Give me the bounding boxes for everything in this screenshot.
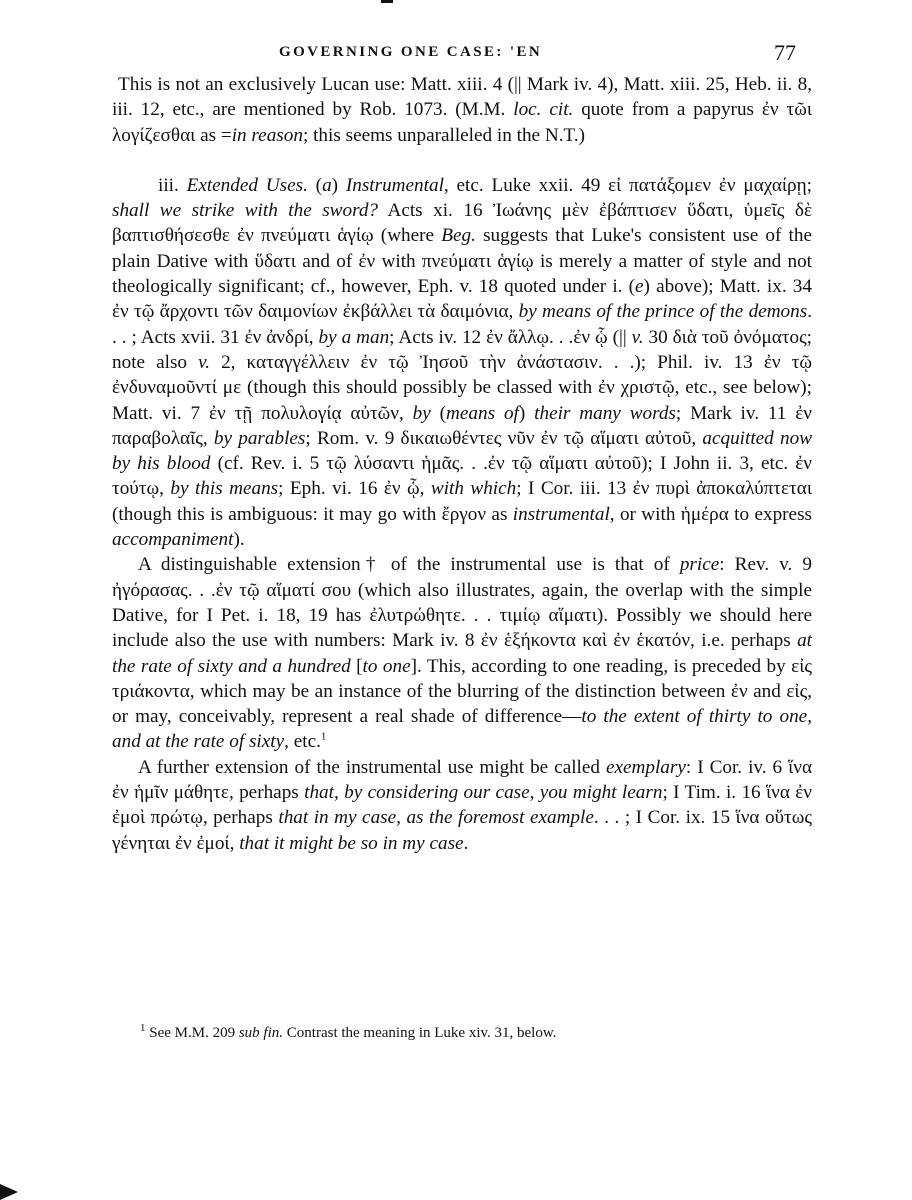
page-number: 77 (774, 40, 796, 65)
paragraph-extended-uses: iii. Extended Uses. (a) Instrumental, etc. Luke xxii. 49 εἰ πατάξομεν ἐν μαχαίρῃ; shall we strike with the sword? Acts xi. 16 Ἰωάνης μὲν ἐβάπτισεν ὕδατι, ὑμεῖς δὲ βαπτισθήσεσθε ἐν πνεύματι ἁγίῳ (where Beg. suggests that Luke's consistent use of the plain Dative with ὕδατι and of ἐν with πνεύματι ἁγίῳ is merely a matter of style and not theologically significant; cf., however, Eph. v. 18 quoted under i. (e) above); Matt. ix. 34 ἐν τῷ ἄρχοντι τῶν δαιμονίων ἐκβάλλει τὰ δαιμόνια, by means of the prince of the demons. . . ; Acts xvii. 31 ἐν ἀνδρί, by a man; Acts iv. 12 ἐν ἄλλῳ. . .ἐν ᾧ (|| v. 30 διὰ τοῦ ὀνόματος; note also v. 2, καταγγέλλειν ἐν τῷ Ἰησοῦ τὴν ἀνάστασιν. . .); Phil. iv. 13 ἐν τῷ ἐνδυναμοῦντί με (though this should possibly be classed with ἐν χριστῷ, etc., see below); Matt. vi. 7 ἐν τῇ πολυλογίᾳ αὐτῶν, by (means of) their many words; Mark iv. 11 ἐν παραβολαῖς, by parables; Rom. v. 9 δικαιωθέντες νῦν ἐν τῷ αἵματι αὐτοῦ, acquitted now by his blood (cf. Rev. i. 5 τῷ λύσαντι ἡμᾶς. . .ἐν τῷ αἵματι αὐτοῦ); I John ii. 3, etc. ἐν τούτῳ, by this means; Eph. vi. 16 ἐν ᾧ, with which; I Cor. iii. 13 ἐν πυρὶ ἀποκαλύπτεται (though this is ambiguous: it may go with ἔργον as instrumental, or with ἡμέρα to express accompaniment). (112, 174, 813, 551)
footnote: $^1$ See M.M. 209 sub fin. Contrast the meaning in Luke xiv. 31, below. (140, 1022, 557, 1041)
body-text (112, 72, 812, 856)
running-head: GOVERNING ONE CASE: 'EN (279, 44, 543, 60)
scan-mark-top (381, 0, 393, 3)
scan-mark-bottom (0, 1184, 18, 1200)
paragraph-price: A distinguishable extension† of the instrumental use is that of price: Rev. v. 9 ἠγόρασας. . .ἐν τῷ αἵματί σου (which also illustrates, again, the overlap with the simple Dative, for I Pet. i. 18, 19 has ἐλυτρώθητε. . . τιμίῳ αἵματι). Possibly we should here include also the use with numbers: Mark iv. 8 ἐν ἑξήκοντα καὶ ἐν ἑκατόν, i.e. perhaps at the rate of sixty and a hundred [to one]. This, according to one reading, is preceded by εἰς τριάκοντα, which may be an instance of the blurring of the distinction between ἐν and εἰς, or may, conceivably, represent a real shade of difference—to the extent of thirty to one, and at the rate of sixty, etc.$^1$ (112, 554, 812, 753)
paragraph-intro: This is not an exclusively Lucan use: Matt. xiii. 4 (|| Mark iv. 4), Matt. xiii. 25, Heb. ii. 8, iii. 12, etc., are mentioned by Rob. 1073. (M.M. loc. cit. quote from a papyrus ἐν τῶι λογίζεσθαι as =in reason; this seems unparalleled in the N.T.) (112, 74, 812, 146)
paragraph-exemplary: A further extension of the instrumental use might be called exemplary: I Cor. iv. 6 ἵνα ἐν ἡμῖν μάθητε, perhaps that, by considering our case, you might learn; I Tim. i. 16 ἵνα ἐν ἐμοὶ πρώτῳ, perhaps that in my case, as the foremost example. . . ; I Cor. ix. 15 ἵνα οὕτως γένηται ἐν ἐμοί, that it might be so in my case. (112, 756, 812, 854)
